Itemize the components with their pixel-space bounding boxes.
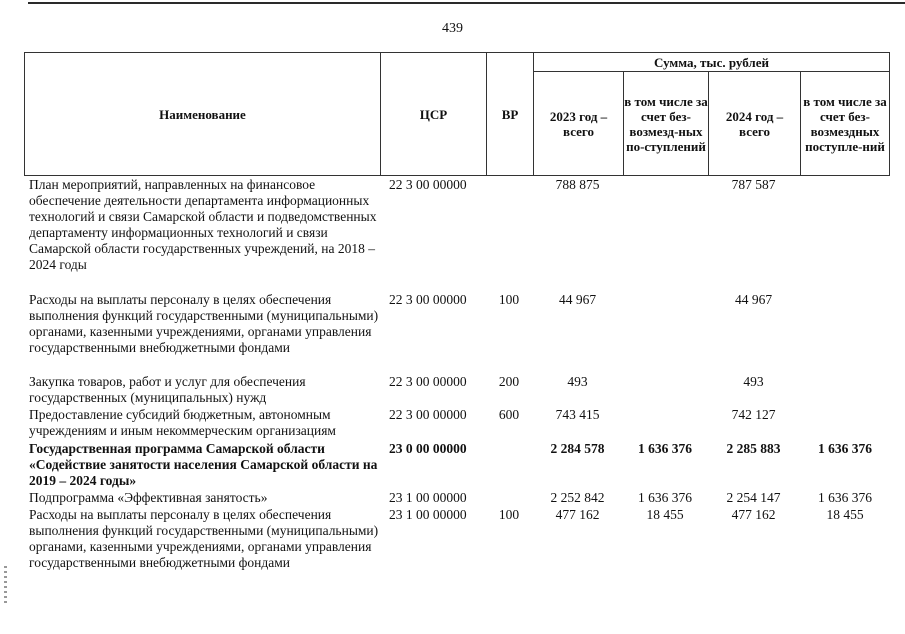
header-sum	[533, 52, 890, 72]
scan-margin-mark	[4, 566, 7, 606]
row-2023-total: 493	[567, 374, 588, 389]
row-2024-free: 18 455	[826, 507, 864, 522]
row-2024-free: 1 636 376	[818, 441, 872, 456]
row-2024-total: 44 967	[734, 292, 773, 307]
header-2024-total-text: 2024 год – всего	[725, 108, 784, 139]
row-csr: 23 1 00 00000	[389, 507, 467, 522]
header-vr	[486, 52, 534, 176]
header-csr	[380, 52, 487, 176]
row-2024-total: 477 162	[731, 507, 776, 522]
header-2024-total	[708, 71, 801, 176]
row-csr: 23 0 00 00000	[389, 441, 467, 456]
header-2023-free-text: в том числе за счет без-возмезд-ных по-ступлений	[624, 93, 708, 154]
row-2023-free: 1 636 376	[638, 441, 692, 456]
row-name: Расходы на выплаты персоналу в целях обеспечения выполнения функций государственными (муниципальными) органами, казенными учреждениями, органами управления государственными внебюджетными фондами	[29, 292, 379, 355]
row-2024-free: 1 636 376	[818, 490, 872, 505]
row-vr: 100	[498, 507, 520, 522]
row-name: Подпрограмма «Эффективная занятость»	[29, 490, 268, 505]
row-csr: 22 3 00 00000	[389, 177, 467, 192]
row-name: Государственная программа Самарской области «Содействие занятости населения Самарской области на 2019 – 2024 годы»	[29, 441, 378, 488]
row-2023-free: 18 455	[646, 507, 684, 522]
header-csr-text: ЦСР	[419, 106, 448, 122]
top-rule	[28, 2, 905, 4]
row-vr: 600	[498, 407, 520, 422]
row-2024-total: 2 254 147	[726, 490, 781, 505]
row-2023-total: 743 415	[555, 407, 600, 422]
header-2023-total	[533, 71, 624, 176]
row-2024-total: 493	[743, 374, 764, 389]
header-2024-free-text: в том числе за счет без-возмездных поступле-ний	[803, 93, 887, 154]
header-name-text: Наименование	[159, 106, 246, 122]
header-sum-text: Сумма, тыс. рублей	[654, 54, 769, 70]
row-name: Предоставление субсидий бюджетным, автономным учреждениям и иным некоммерческим организациям	[29, 407, 336, 438]
row-vr: 100	[498, 292, 520, 307]
row-name: Закупка товаров, работ и услуг для обеспечения государственных (муниципальных) нужд	[29, 374, 306, 405]
row-name: План мероприятий, направленных на финансовое обеспечение деятельности департамента информационных технологий и связи Самарской области и подведомственных департаменту информационных технологий и связи Самарской области государственных учреждений, на 2018 – 2024 годы	[29, 177, 377, 272]
row-csr: 22 3 00 00000	[389, 374, 467, 389]
page-number: 439	[442, 21, 463, 36]
header-2023-total-text: 2023 год – всего	[549, 108, 608, 139]
row-csr: 22 3 00 00000	[389, 292, 467, 307]
row-2023-total: 2 252 842	[550, 490, 605, 505]
row-2023-total: 44 967	[558, 292, 597, 307]
row-2024-total: 742 127	[731, 407, 776, 422]
row-2024-total: 2 285 883	[726, 441, 781, 456]
header-2023-free	[623, 71, 709, 176]
row-csr: 22 3 00 00000	[389, 407, 467, 422]
header-name	[24, 52, 381, 176]
row-vr: 200	[498, 374, 520, 389]
header-2024-free	[800, 71, 890, 176]
row-name: Расходы на выплаты персоналу в целях обеспечения выполнения функций государственными (муниципальными) органами, казенными учреждениями, органами управления государственными внебюджетными фондами	[29, 507, 379, 570]
row-2023-free: 1 636 376	[638, 490, 692, 505]
row-2023-total: 477 162	[555, 507, 600, 522]
row-2023-total: 2 284 578	[550, 441, 605, 456]
row-csr: 23 1 00 00000	[389, 490, 467, 505]
row-2023-total: 788 875	[555, 177, 600, 192]
header-vr-text: ВР	[501, 106, 519, 122]
row-2024-total: 787 587	[731, 177, 776, 192]
